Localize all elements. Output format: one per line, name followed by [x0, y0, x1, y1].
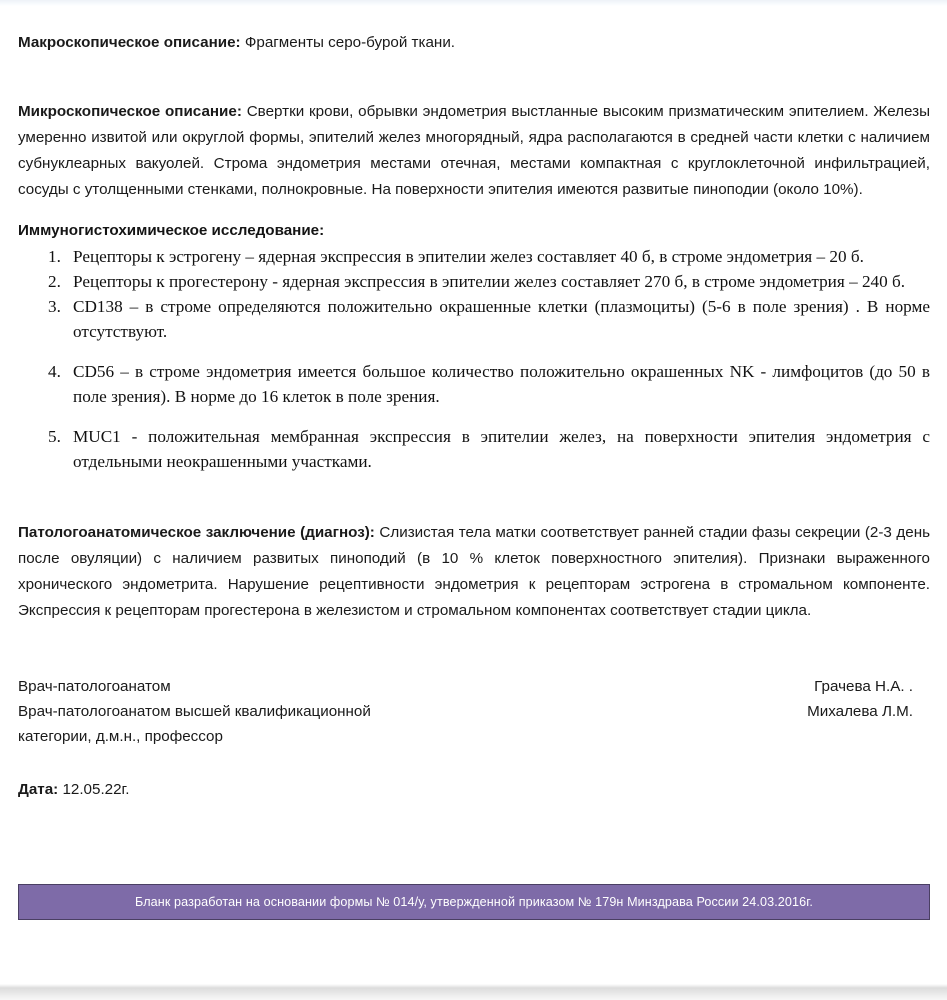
- microscopic-description-label: Микроскопическое описание:: [18, 103, 242, 120]
- signature-row-2: [18, 699, 930, 749]
- date-value: 12.05.22г.: [58, 781, 130, 798]
- diagnosis-label: Патологоанатомическое заключение (диагноз):: [18, 524, 375, 541]
- list-item: Рецепторы к прогестерону - ядерная экспрессия в эпителии желез составляет 270 б, в строме эндометрия – 240 б.: [73, 272, 906, 291]
- list-item: CD56 – в строме эндометрия имеется большое количество положительно окрашенных NK - лимфоцитов (до 50 в поле зрения). В норме до 16 клеток в поле зрения.: [73, 362, 930, 406]
- signature-name-1: Грачева Н.А. .: [814, 678, 913, 695]
- signature-role-2-line-1: Врач-патологоанатом высшей квалификационной: [18, 703, 371, 720]
- microscopic-description-text: Свертки крови, обрывки эндометрия выстланные высоким призматическим эпителием. Железы умеренно извитой или округлой формы, эпителий желез многорядный, ядра располагаются в средней части клетки с наличием субнуклеарных вакуолей. Строма эндометрия местами отечная, местами компактная с круглоклеточной инфильтрацией, сосуды с утолщенными стенками, полнокровные. На поверхности эпителия имеются развитые пиноподии (около 10%).: [18, 103, 930, 198]
- diagnosis-paragraph: [18, 520, 930, 624]
- immunohistochemistry-header: Иммуногистохимическое исследование:: [18, 222, 325, 239]
- signature-name-2: Михалева Л.М.: [807, 703, 913, 720]
- microscopic-description-paragraph: [18, 99, 930, 203]
- list-item: MUC1 - положительная мембранная экспрессия в эпителии желез, на поверхности эпителия эндометрия с отдельными неокрашенными участками.: [73, 427, 930, 471]
- signature-role-2-line-2: категории, д.м.н., профессор: [18, 728, 223, 745]
- macroscopic-description-paragraph: [18, 30, 930, 56]
- date-label: Дата:: [18, 781, 59, 798]
- macroscopic-description-text: Фрагменты серо-бурой ткани.: [240, 34, 456, 51]
- signature-role-1: Врач-патологоанатом: [18, 678, 171, 695]
- report-content: [18, 22, 930, 801]
- date-line: [18, 779, 930, 801]
- footer-banner-text: Бланк разработан на основании формы № 014/у, утвержденной приказом № 179н Минздрава России 24.03.2016г.: [135, 895, 813, 909]
- signature-row-1: [18, 674, 930, 699]
- diagnosis-text: Слизистая тела матки соответствует ранней стадии фазы секреции (2-3 день после овуляции) с наличием развитых пиноподий (в 10 % клеток поверхностного эпителия). Признаки выраженного хронического эндометрита. Нарушение рецептивности эндометрия к рецепторам эстрогена в стромальном компоненте. Экспрессия к рецепторам прогестерона в железистом и стромальном компонентах соответствует стадии цикла.: [18, 524, 931, 619]
- signature-role-2: [18, 699, 371, 749]
- list-item: Рецепторы к эстрогену – ядерная экспрессия в эпителии желез составляет 40 б, в строме эндометрия – 20 б.: [73, 247, 864, 266]
- signature-block: [18, 674, 930, 801]
- macroscopic-description-label: Макроскопическое описание:: [18, 34, 241, 51]
- bottom-edge-strip: [0, 984, 947, 1000]
- immunohistochemistry-list: [18, 244, 930, 474]
- footer-banner: [18, 884, 930, 920]
- list-item: CD138 – в строме определяются положительно окрашенные клетки (плазмоциты) (5-6 в поле зрения) . В норме отсутствуют.: [73, 297, 930, 341]
